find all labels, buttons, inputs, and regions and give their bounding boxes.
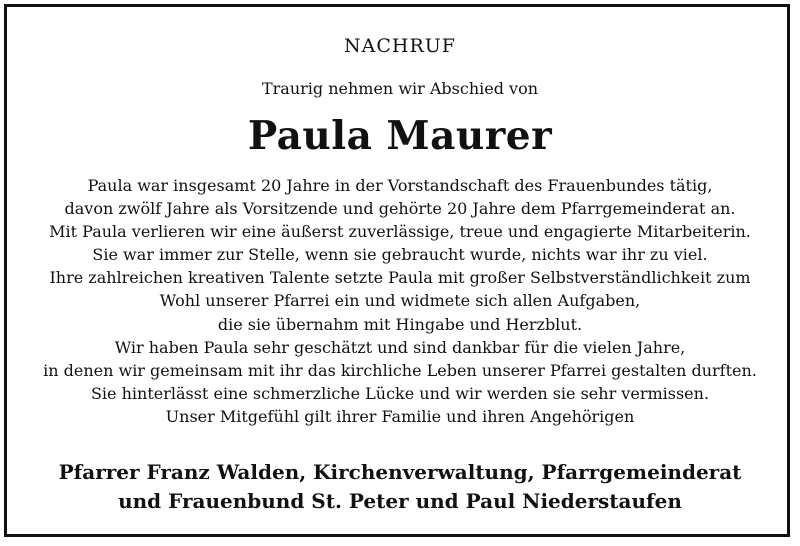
tribute-line: Ihre zahlreichen kreativen Talente setzte Paula mit großer Selbstverständlichkeit zum bbox=[49, 268, 751, 288]
notice-heading: NACHRUF bbox=[344, 35, 456, 57]
tribute-line: Sie hinterlässt eine schmerzliche Lücke und wir werden sie sehr vermissen. bbox=[90, 383, 710, 403]
tribute-line: Mit Paula verlieren wir eine äußerst zuverlässige, treue und engagierte Mitarbeiterin. bbox=[49, 222, 751, 242]
tribute-line: Unser Mitgefühl gilt ihrer Familie und ihren Angehörigen bbox=[165, 406, 635, 426]
tribute-line: Wohl unserer Pfarrei ein und widmete sich allen Aufgaben, bbox=[159, 291, 641, 311]
signatory-line: Pfarrer Franz Walden, Kirchenverwaltung, Pfarrgemeinderat bbox=[58, 460, 742, 484]
deceased-name: Paula Maurer bbox=[247, 113, 553, 159]
intro-text: Traurig nehmen wir Abschied von bbox=[261, 79, 539, 98]
tribute-line: davon zwölf Jahre als Vorsitzende und gehörte 20 Jahre dem Pfarrgemeinderat an. bbox=[64, 199, 736, 219]
tribute-line: Sie war immer zur Stelle, wenn sie gebraucht wurde, nichts war ihr zu viel. bbox=[92, 245, 708, 265]
tribute-text bbox=[0, 174, 800, 428]
tribute-line: in denen wir gemeinsam mit ihr das kirchliche Leben unserer Pfarrei gestalten durften. bbox=[43, 360, 757, 380]
tribute-line: Paula war insgesamt 20 Jahre in der Vorstandschaft des Frauenbundes tätig, bbox=[87, 176, 713, 195]
signatory-line: und Frauenbund St. Peter und Paul Niederstaufen bbox=[118, 489, 682, 513]
signatories bbox=[0, 458, 800, 516]
tribute-line: die sie übernahm mit Hingabe und Herzblut. bbox=[217, 314, 583, 334]
tribute-line: Wir haben Paula sehr geschätzt und sind dankbar für die vielen Jahre, bbox=[114, 337, 686, 357]
